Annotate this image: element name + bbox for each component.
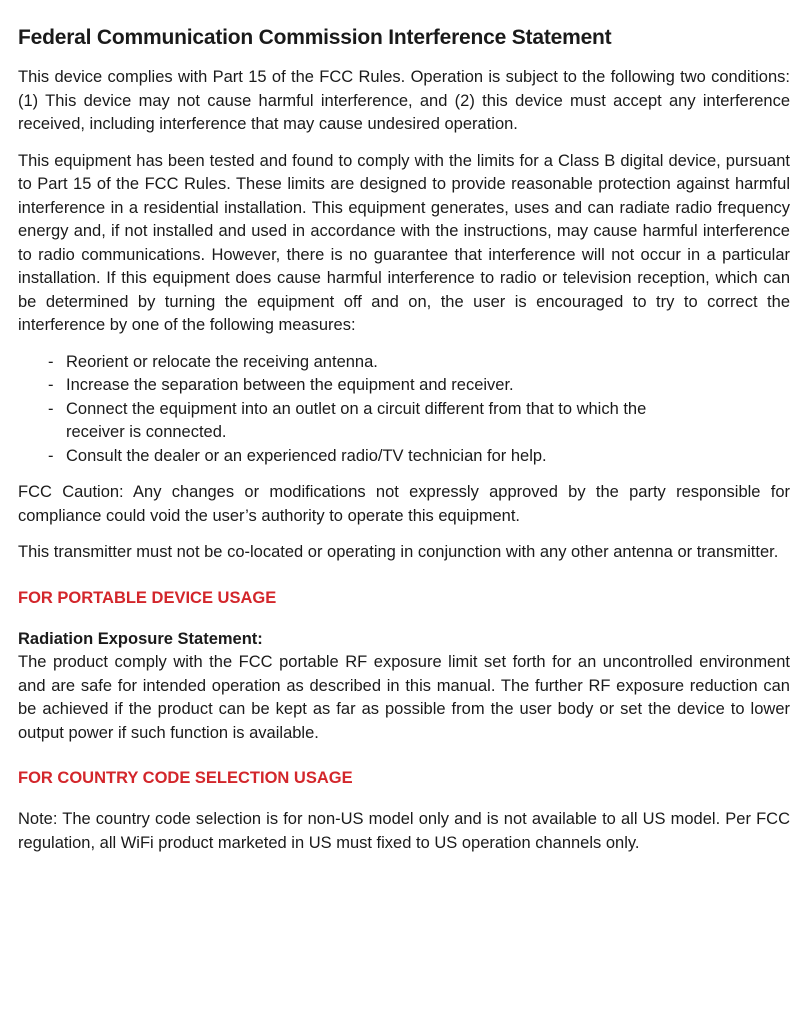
portable-section-heading: FOR PORTABLE DEVICE USAGE bbox=[18, 588, 277, 607]
radiation-subheading: Radiation Exposure Statement: bbox=[18, 629, 263, 648]
list-item: - Consult the dealer or an experienced radio/TV technician for help. bbox=[48, 446, 547, 465]
measure-text: Increase the separation between the equipment and receiver. bbox=[66, 376, 514, 394]
measures-list bbox=[18, 351, 790, 469]
tested-paragraph: This equipment has been tested and found to comply with the limits for a Class B digital device, pursuant to Part 15 of the FCC Rules. These limits are designed to provide reasonable protection against harmful interference in a residential installation. This equipment generates, uses and can radiate radio frequency energy and, if not installed and used in accordance with the instructions, may cause harmful interference to radio communications. However, there is no guarantee that interference will not occur in a particular installation. If this equipment does cause harmful interference to radio or television reception, which can be determined by turning the equipment off and on, the user is encouraged to try to correct the interference by one of the following measures: bbox=[18, 151, 790, 334]
country-code-section-heading: FOR COUNTRY CODE SELECTION USAGE bbox=[18, 769, 353, 787]
measure-text: Consult the dealer or an experienced radio/TV technician for help. bbox=[66, 446, 547, 465]
country-code-paragraph: Note: The country code selection is for non-US model only and is not available to all US model. Per FCC regulation, all WiFi product marketed in US must fixed to US operation channels only. bbox=[18, 810, 790, 852]
page-title: Federal Communication Commission Interference Statement bbox=[18, 26, 612, 49]
list-item: - Increase the separation between the equipment and receiver. bbox=[48, 376, 514, 394]
list-item: - Reorient or relocate the receiving antenna. bbox=[48, 352, 378, 371]
radiation-paragraph: The product comply with the FCC portable RF exposure limit set forth for an uncontrolled environment and are safe for intended operation as described in this manual. The further RF exposure reduction can be achieved if the product can be kept as far as possible from the user body or set the device to lower output power if such function is available. bbox=[18, 653, 790, 742]
compliance-paragraph: This device complies with Part 15 of the FCC Rules. Operation is subject to the following two conditions: (1) This device may not cause harmful interference, and (2) this device must accept any interference received, including interference that may cause undesired operation. bbox=[18, 68, 790, 133]
measure-text: Connect the equipment into an outlet on a circuit different from that to which the receiver is connected. bbox=[66, 399, 647, 441]
transmitter-paragraph: This transmitter must not be co-located or operating in conjunction with any other antenna or transmitter. bbox=[18, 543, 779, 561]
caution-paragraph: FCC Caution: Any changes or modifications not expressly approved by the party responsible for compliance could void the user’s authority to operate this equipment. bbox=[18, 483, 790, 525]
list-item: - Connect the equipment into an outlet on a circuit different from that to which the receiver is connected. bbox=[48, 399, 647, 441]
measure-text: Reorient or relocate the receiving antenna. bbox=[66, 352, 378, 371]
